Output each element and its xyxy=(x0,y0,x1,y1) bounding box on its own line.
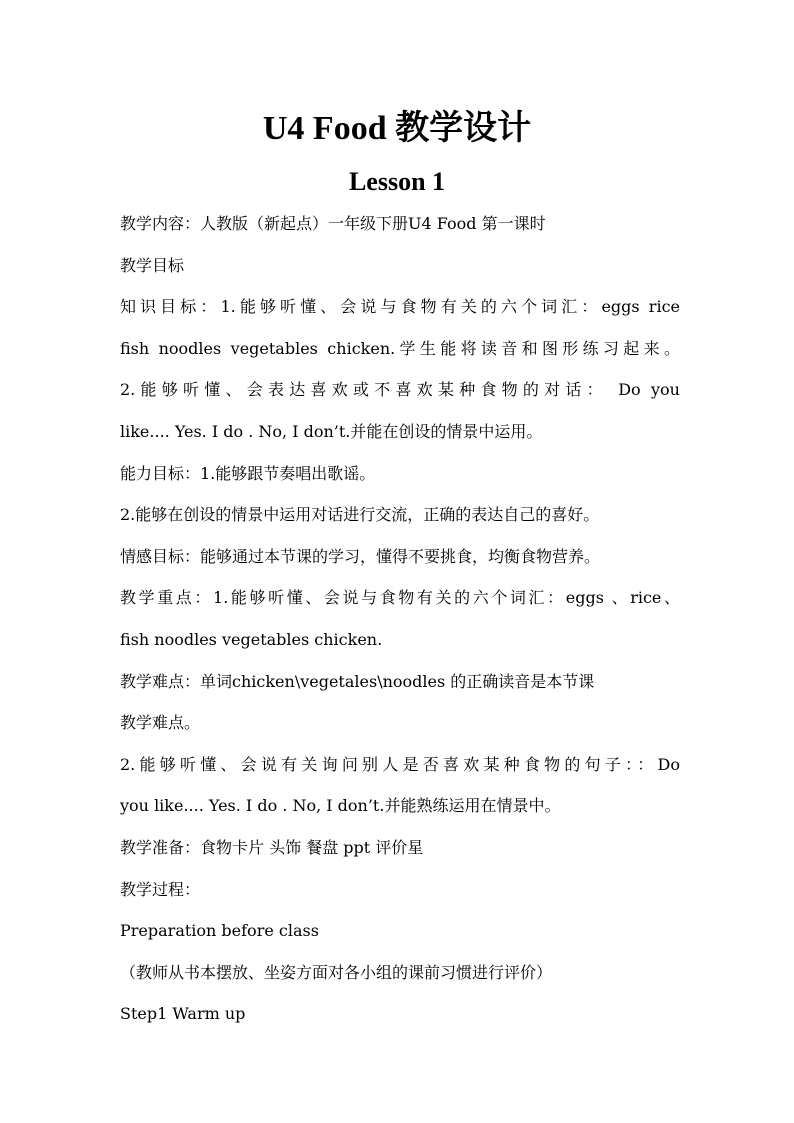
text-line-dialogue-goal-cont: like.... Yes. I do . No, I don’t.并能在创设的情景中运用。 xyxy=(120,421,543,441)
text-line-objectives-heading: 教学目标 xyxy=(120,255,185,275)
text-line-step1: Step1 Warm up xyxy=(120,1004,246,1024)
text-line-difficulty-cont: 教学难点。 xyxy=(120,713,201,733)
text-line-key-point-cont: fish noodles vegetables chicken. xyxy=(120,629,383,649)
text-line-difficulty-2-cont: you like.... Yes. I do . No, I don’t.并能熟练运用在情景中。 xyxy=(120,796,561,816)
text-line-difficulty: 教学难点：单词chicken\vegetales\noodles 的正确读音是本节课 xyxy=(120,671,595,691)
lesson-subtitle: Lesson 1 xyxy=(348,167,446,196)
text-line-difficulty-2: 2.能够听懂、会说有关询问别人是否喜欢某种食物的句子：：Do xyxy=(120,754,680,774)
text-line-preparation: 教学准备：食物卡片 头饰 餐盘 ppt 评价星 xyxy=(120,837,424,857)
document-body xyxy=(120,203,680,1035)
text-line-content: 教学内容：人教版（新起点）一年级下册U4 Food 第一课时 xyxy=(120,214,546,233)
text-line-preparation-before-class: Preparation before class xyxy=(120,921,319,941)
document-title: U4 Food 教学设计 xyxy=(262,110,532,147)
text-line-process-heading: 教学过程： xyxy=(120,879,201,899)
text-line-teacher-evaluation: （教师从书本摆放、坐姿方面对各小组的课前习惯进行评价） xyxy=(120,962,553,982)
text-line-knowledge-goal-cont: fish noodles vegetables chicken.学生能将读音和图形练习起来。 xyxy=(120,338,680,358)
text-line-key-point: 教学重点：1.能够听懂、会说与食物有关的六个词汇：eggs 、rice、 xyxy=(120,588,680,608)
text-line-emotion-goal: 情感目标：能够通过本节课的学习，懂得不要挑食，均衡食物营养。 xyxy=(120,546,601,566)
text-line-ability-goal: 能力目标：1.能够跟节奏唱出歌谣。 xyxy=(120,463,376,483)
text-line-dialogue-goal: 2.能够听懂、会表达喜欢或不喜欢某种食物的对话： Do you xyxy=(120,380,680,400)
text-line-ability-goal-2: 2.能够在创设的情景中运用对话进行交流，正确的表达自己的喜好。 xyxy=(120,505,600,525)
text-line-knowledge-goal: 知识目标：1.能够听懂、会说与食物有关的六个词汇：eggs rice xyxy=(120,297,680,317)
